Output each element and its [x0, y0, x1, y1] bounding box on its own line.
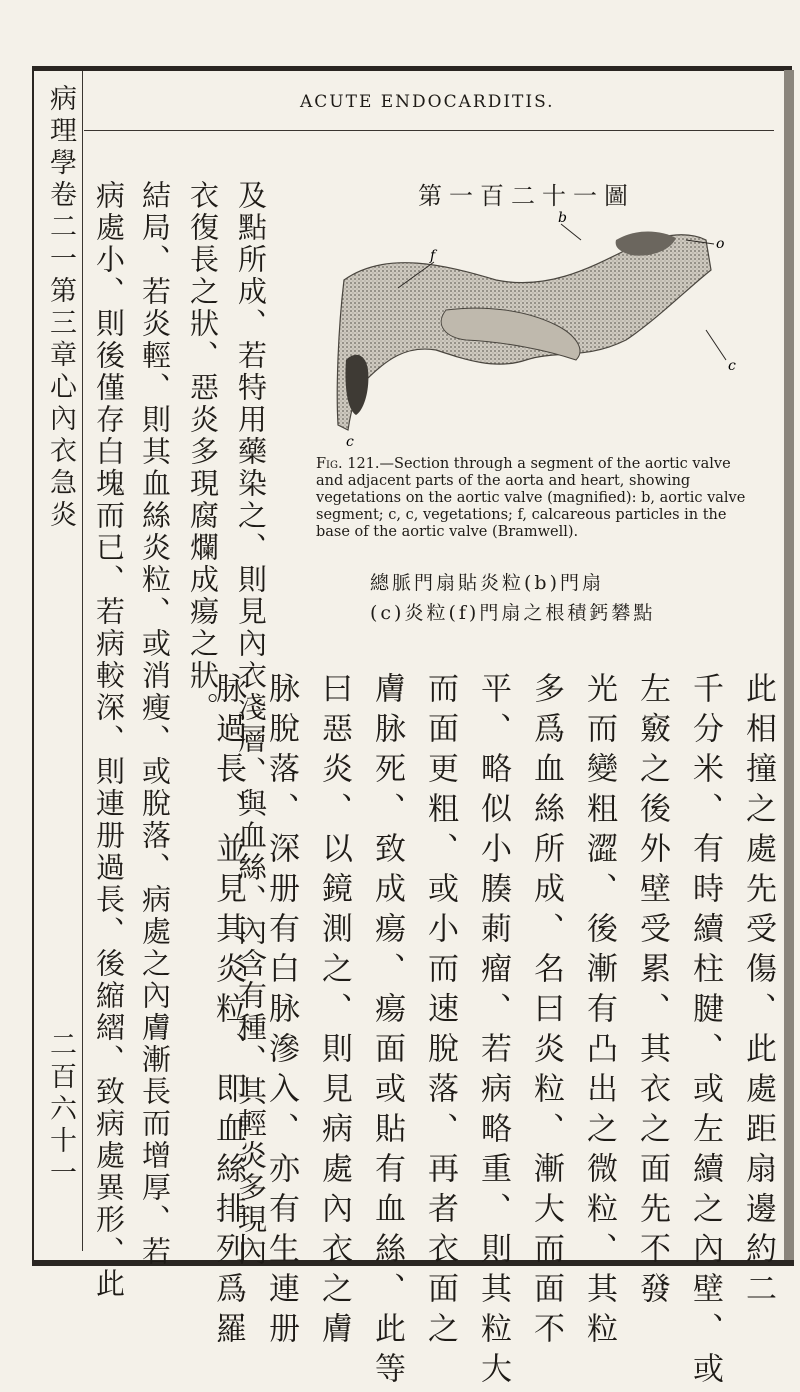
figure-label-c: c: [728, 358, 736, 374]
figure-legend-line-2: (c)炎粒(f)門扇之根積鈣礬點: [370, 602, 656, 624]
margin-rule: [82, 71, 83, 1251]
text-column-r1: 此相撞之處先受傷、此處距扇邊約二: [740, 672, 776, 1312]
text-column-r2: 千分米、有時續柱腱、或左續之內壁、或: [687, 672, 723, 1392]
figure-label-b: b: [558, 210, 567, 226]
figure-caption-number: Fig. 121.: [316, 456, 380, 472]
text-column-r8: 膚脉死、致成瘍、瘍面或貼有血絲、此等: [369, 672, 405, 1392]
text-column-l3: 結局、若炎輕、則其血絲炎粒、或消瘦、或脫落、病處之內膚漸長而增厚、若: [138, 180, 172, 1268]
figure-legend-line-1: 總脈門扇貼炎粒(b)門扇: [370, 572, 604, 594]
label-line-b: [561, 224, 581, 240]
text-column-r3: 左竅之後外壁受累、其衣之面先不發: [634, 672, 670, 1312]
side-margin-title: 病理學卷二一第三章心內衣急炎: [45, 84, 76, 532]
text-column-r5: 多爲血絲所成、名曰炎粒、漸大而面不: [528, 672, 564, 1352]
text-column-r6: 平、略似小腠莿瘤、若病略重、則其粒大: [475, 672, 511, 1392]
text-column-l2: 衣復長之狀、惡炎多現腐爛成瘍之狀。: [186, 180, 220, 724]
text-column-r11: 脉過長、並見其炎粒、即血絲排列爲羅: [210, 672, 246, 1352]
text-column-r10: 脉脫落、深册有白脉滲入、亦有生連册: [263, 672, 299, 1352]
text-column-r4: 光而變粗澀、後漸有凸出之微粒、其粒: [581, 672, 617, 1352]
figure-caption: [316, 456, 746, 541]
page-frame-top: [32, 66, 792, 71]
label-line-c: [706, 330, 726, 360]
figure-label-o: o: [716, 236, 725, 252]
text-column-r9: 曰惡炎、以鏡測之、則見病處內衣之膚: [316, 672, 352, 1352]
running-head: ACUTE ENDOCARDITIS.: [300, 92, 555, 112]
figure-illustration: [326, 210, 746, 450]
text-column-r7: 而面更粗、或小而速脫落、再者衣面之: [422, 672, 458, 1352]
header-rule: [84, 130, 774, 131]
side-margin-page-number: 二百六十一: [45, 1030, 76, 1190]
page-frame-right: [784, 70, 794, 1262]
figure-label-f: f: [430, 248, 436, 264]
figure-title: 第一百二十一圖: [418, 182, 635, 210]
text-column-l1: 及點所成、若特用藥染之、則見內衣淺層、與血絲、內含有種、其輕炎多現內: [234, 180, 268, 1268]
page-frame-left: [32, 66, 34, 1266]
figure-caption-text: —Section through a segment of the aortic valve and adjacent parts of the aorta and heart, showing vegetations on the aortic valve (magnified): b, aortic valve segment; c, c, vegetations; f, calcareous particles in the base of the aortic valve (Bramwell).: [316, 456, 746, 540]
figure-label-c-lower: c: [346, 434, 354, 450]
text-column-l4: 病處小、則後僅存白塊而已、若病較深、則連册過長、後縮䌌、致病處異形、此: [92, 180, 126, 1300]
